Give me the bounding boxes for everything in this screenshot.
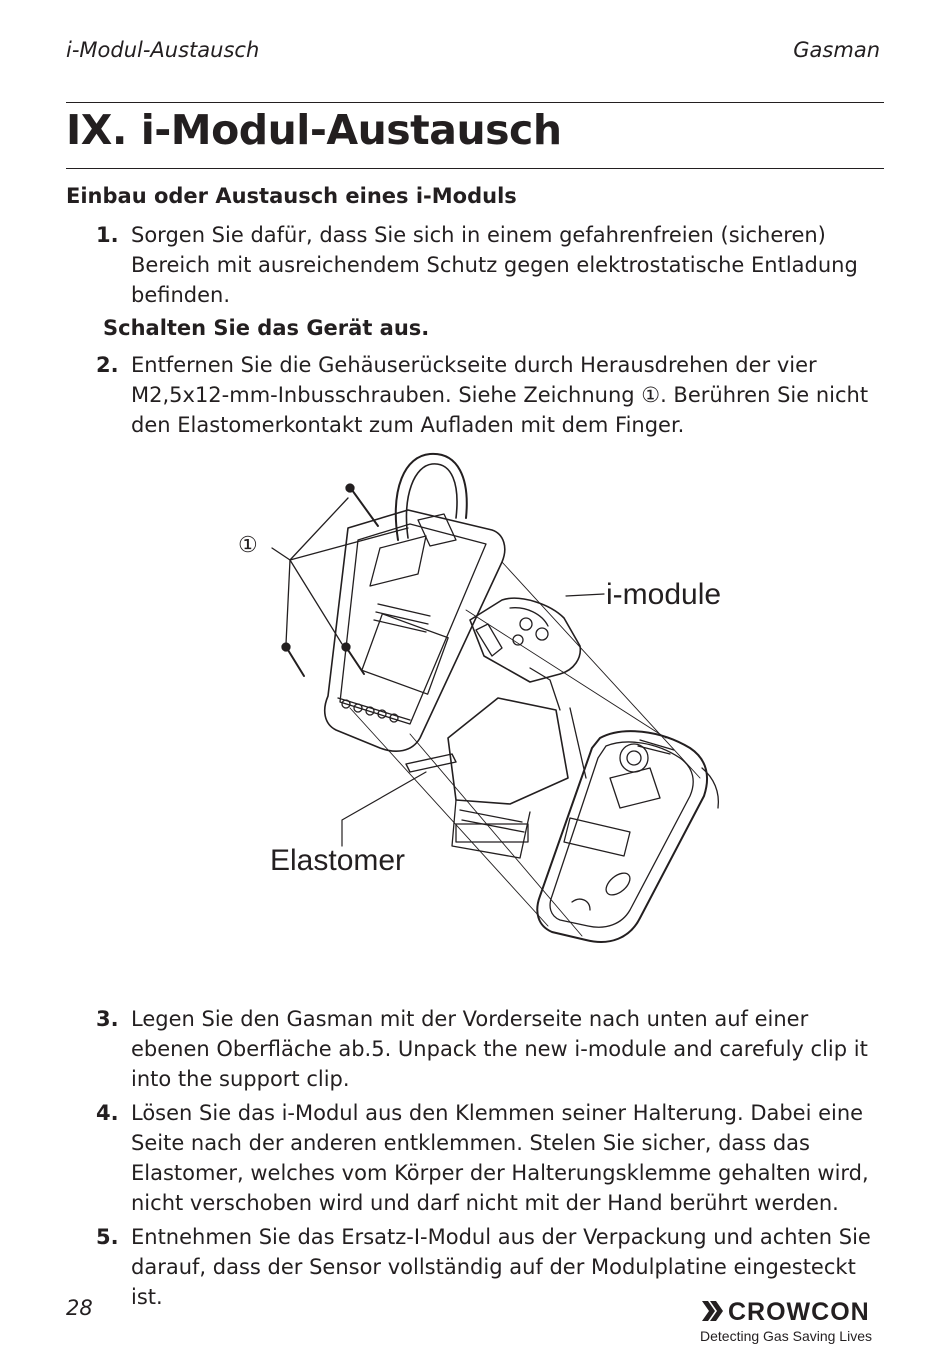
elastomer-label: Elastomer [270, 844, 406, 877]
exploded-view-figure [230, 448, 750, 958]
logo-wordmark: CROWCON [728, 1298, 870, 1326]
step-4 [96, 1098, 886, 1218]
power-off-note: Schalten Sie das Gerät aus. [103, 316, 430, 340]
step-text: Legen Sie den Gasman mit der Vorderseite nach unten auf einer ebenen Oberfläche ab.5. Unpack the new i-module and carefuly clip it into the support clip. [131, 1007, 868, 1091]
section-heading: Einbau oder Austausch eines i-Moduls [66, 184, 517, 208]
step-3 [96, 1004, 886, 1094]
step-text: Sorgen Sie dafür, dass Sie sich in einem gefahrenfreien (sicheren) Bereich mit ausreichendem Schutz gegen elektrostatische Entladung befinden. [131, 223, 858, 307]
step-text: Entfernen Sie die Gehäuserückseite durch Herausdrehen der vier M2,5x12-mm-Inbusschrauben. Siehe Zeichnung ①. Berühren Sie nicht den Elastomerkontakt zum Aufladen mit dem Finger. [131, 353, 869, 437]
step-text: Lösen Sie das i-Modul aus den Klemmen seiner Halterung. Dabei eine Seite nach der anderen entklemmen. Stelen Sie sicher, dass das Elastomer, welches vom Körper der Halterungsklemme gehalten wird, nicht verschoben wird und darf nicht mit der Hand berührt werden. [131, 1101, 869, 1215]
title-rule-top [66, 102, 884, 103]
exploded-view-drawing [230, 448, 750, 958]
logo-tagline: Detecting Gas Saving Lives [700, 1328, 872, 1344]
page-title: IX. i-Modul-Austausch [66, 106, 562, 154]
step-number: 2. [96, 353, 119, 377]
callout-1: ① [238, 532, 258, 557]
crowcon-mark-icon [700, 1300, 726, 1322]
running-header-right: Gasman [793, 38, 880, 62]
page-number: 28 [66, 1296, 93, 1320]
step-number: 1. [96, 223, 119, 247]
step-number: 5. [96, 1225, 119, 1249]
running-header-left: i-Modul-Austausch [66, 38, 260, 62]
title-rule-bottom [66, 168, 884, 169]
step-2 [96, 350, 886, 440]
step-1 [96, 220, 886, 310]
step-number: 3. [96, 1007, 119, 1031]
crowcon-logo [700, 1298, 890, 1346]
step-number: 4. [96, 1101, 119, 1125]
i-module-label: i-module [606, 578, 722, 611]
step-text: Entnehmen Sie das Ersatz-I-Modul aus der Verpackung und achten Sie darauf, dass der Sensor vollständig auf der Modulplatine eingesteckt ist. [131, 1225, 871, 1309]
